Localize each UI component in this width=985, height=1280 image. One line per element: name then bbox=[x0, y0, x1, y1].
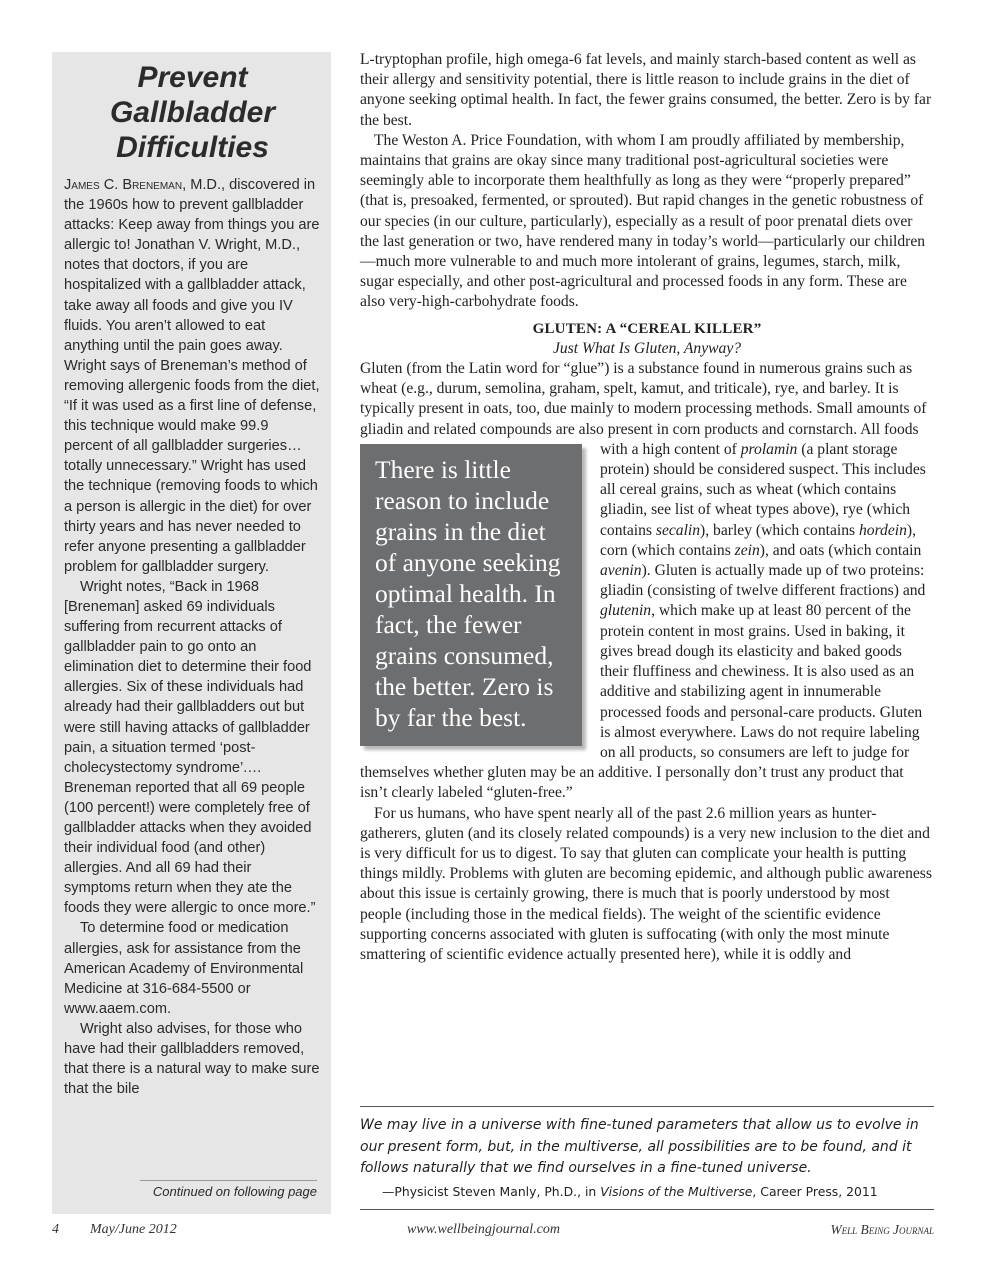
quote-attribution bbox=[382, 1184, 934, 1199]
quote-text: We may live in a universe with fine-tuned parameters that allow us to evolve in our present form, but, in the multiverse, all possibilities are to be found, and it follows naturally that we find ourselves in a fine-tuned universe. bbox=[360, 1117, 919, 1176]
main-column bbox=[360, 50, 934, 965]
sidebar-paragraph-1-text: , M.D., discovered in the 1960s how to prevent gallbladder attacks: Keep away from things you are allergic to! Jonathan V. Wright, M.D., notes that doctors, if you are hospitalized with a gallbladder attack, take away all foods and give you IV fluids. You aren’t allowed to eat anything until the pain goes away. Wright says of Breneman’s method of removing allergenic foods from the diet, “If it was used as a first line of defense, this technique would make 99.9 percent of all gallbladder surgeries…totally unnecessary.” Wright has used the technique (removing foods to which a person is allergic in the diet) for over thirty years and has never needed to refer anyone presenting a gallbladder problem for gallbladder surgery. bbox=[64, 177, 320, 575]
term-hordein: hordein bbox=[858, 521, 907, 539]
section-heading: GLUTEN: A “CEREAL KILLER” bbox=[532, 320, 762, 337]
sidebar-title: Prevent Gallbladder Difficulties bbox=[109, 61, 276, 164]
sidebar-lead-name: James C. Breneman bbox=[64, 177, 183, 193]
gluten-text-e: ), and oats (which contain bbox=[759, 541, 922, 559]
main-paragraph-1: L-tryptophan profile, high omega-6 fat levels, and mainly starch-based content as well as their allergy and sensitivity potential, there is little reason to include grains in the diet of anyone seeking optimal health. In fact, the fewer grains consumed, the better. Zero is by far the best. bbox=[360, 51, 932, 129]
page-footer bbox=[52, 1222, 934, 1242]
sidebar-paragraph-3: To determine food or medication allergies, ask for assistance from the American Academy of Environmental Medicine at 316-684-5500 or www.aaem.com. bbox=[64, 920, 304, 1017]
term-zein: zein bbox=[734, 541, 760, 559]
gluten-text-f: ). Gluten is actually made up of two proteins: gliadin (consisting of twelve different fractions) and bbox=[600, 562, 926, 600]
sidebar-paragraph-4: Wright also advises, for those who have had their gallbladders removed, that there is a natural way to make sure that the bile bbox=[64, 1020, 320, 1098]
sidebar-paragraph-2: Wright notes, “Back in 1968 [Breneman] asked 69 individuals suffering from recurrent attacks of gallbladder pain to go onto an elimination diet to determine their food allergies. Six of these individuals had already had their gallbladders out but were still having attacks of gallbladder pain, a situation termed ‘post-cholecystectomy syndrome’.… Breneman reported that all 69 people (100 percent!) were completely free of gallbladder attacks when they avoided their individual food (and other) allergies. And all 69 had their symptoms return when they ate the foods they were allergic to once more.” bbox=[64, 578, 316, 917]
journal-url[interactable]: www.wellbeingjournal.com bbox=[407, 1222, 560, 1237]
journal-name: Well Being Journal bbox=[830, 1222, 934, 1237]
continued-note: Continued on following page bbox=[152, 1184, 317, 1199]
term-avenin: avenin bbox=[600, 562, 642, 580]
main-paragraph-3 bbox=[360, 359, 934, 803]
gluten-text-c: ), barley (which contains bbox=[700, 521, 859, 539]
term-prolamin: prolamin bbox=[740, 440, 798, 458]
quote-attribution-suffix: , Career Press, 2011 bbox=[752, 1183, 878, 1199]
pull-quote: There is little reason to include grains in the diet of anyone seeking optimal health. In fact, the fewer grains consumed, the better. Zero is by far the best. bbox=[360, 444, 582, 746]
issue-date: May/June 2012 bbox=[90, 1222, 177, 1237]
sidebar-box bbox=[52, 52, 331, 1214]
quote-attribution-prefix: —Physicist Steven Manly, Ph.D., in bbox=[382, 1183, 601, 1199]
sidebar-paragraph-1 bbox=[64, 175, 321, 577]
quote-box bbox=[360, 1106, 934, 1210]
page-number: 4 bbox=[52, 1222, 59, 1237]
term-secalin: secalin bbox=[655, 521, 701, 539]
main-paragraph-2: The Weston A. Price Foundation, with whom I am proudly affiliated by membership, maintains that grains are okay since many traditional post-agricultural societies were seemingly able to incorporate them healthfully as long as they were “properly prepared” (that is, presoaked, fermented, or sprouted). But rapid changes in the genetic robustness of our species (in our culture, particularly), especially as a result of poor prenatal diets over the last generation or two, have rendered many in today’s world—particularly our children—much more vulnerable to and much more intolerant of grains, legumes, starch, milk, sugar especially, and other post-agricultural and processed foods in any form. These are also very-high-carbohydrate foods. bbox=[360, 131, 926, 311]
gluten-text-g: , which make up at least 80 percent of the protein content in most grains. Used in baking, it gives bread dough its elasticity and baked goods their fluffiness and chewiness. It is also used as an additive and stabilizing agent in innumerable processed foods and personal-care products. Gluten is almost everywhere. Laws do not require labeling on all products, so consumers are left to judge for themselves whether gluten may be an additive. I personally don’t trust any product that isn’t clearly labeled “gluten-free.” bbox=[360, 602, 923, 802]
section-subheading: Just What Is Gluten, Anyway? bbox=[552, 339, 742, 357]
gluten-text-b: (a plant storage protein) should be considered suspect. This includes all cereal grains, such as wheat (which contains gliadin, see list of wheat types above), rye (which contains bbox=[600, 440, 926, 539]
gluten-text-a: Gluten (from the Latin word for “glue”) is a substance found in numerous grains such as wheat (e.g., durum, semolina, graham, spelt, kamut, and triticale), rye, and barley. It is typically present in oats, too, due mainly to modern processing methods. Small amounts of gliadin and related compounds are also present in corn products and cornstarch. All foods with a high content of bbox=[360, 360, 927, 458]
main-paragraph-4: For us humans, who have spent nearly all of the past 2.6 million years as hunter-gatherers, gluten (and its closely related compounds) is a very new inclusion to the diet and is very difficult for us to digest. To say that gluten can complicate your health is putting things mildly. Problems with gluten are becoming epidemic, and although public awareness about this issue is certainly growing, there is much that is poorly understood by most people (including those in the medical fields). The weight of the scientific evidence supporting concerns associated with gluten is suffocating (with only the most minute smattering of scientific evidence actually presented here), while it is oddly and bbox=[360, 804, 932, 963]
gluten-text-d: ), corn (which contains bbox=[600, 521, 916, 559]
term-glutenin: glutenin bbox=[600, 602, 652, 620]
quote-book-title: Visions of the Multiverse bbox=[600, 1183, 753, 1199]
sidebar-divider bbox=[140, 1180, 317, 1181]
sidebar-body bbox=[64, 175, 321, 1099]
